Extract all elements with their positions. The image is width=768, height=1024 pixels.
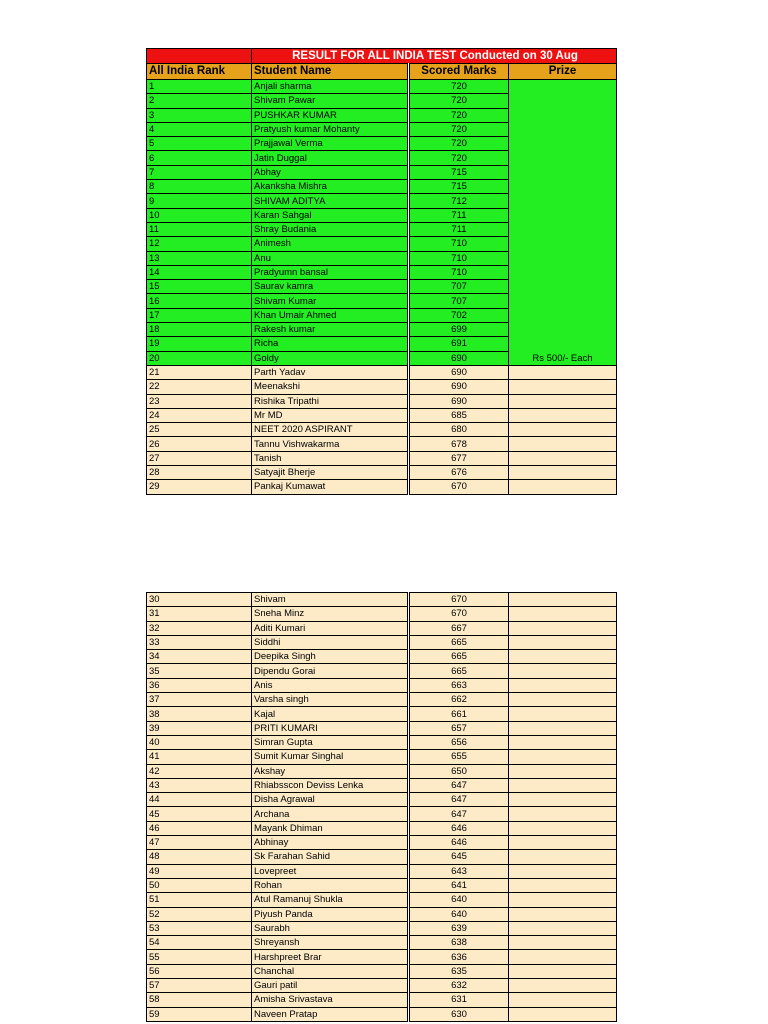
table-row (147, 750, 617, 764)
prize-empty-cell (509, 635, 617, 649)
marks-cell: 715 (409, 165, 509, 179)
table-row (147, 451, 617, 465)
rank-cell: 42 (147, 764, 252, 778)
table-row (147, 466, 617, 480)
table-row (147, 480, 617, 494)
marks-cell: 647 (409, 793, 509, 807)
name-cell: Akshay (252, 764, 409, 778)
name-cell: Kajal (252, 707, 409, 721)
marks-cell: 661 (409, 707, 509, 721)
rank-cell: 28 (147, 466, 252, 480)
name-cell: Sumit Kumar Singhal (252, 750, 409, 764)
table-row (147, 707, 617, 721)
prize-empty-cell (509, 721, 617, 735)
rank-cell: 43 (147, 778, 252, 792)
prize-empty-cell (509, 480, 617, 494)
rank-cell: 24 (147, 408, 252, 422)
marks-cell: 690 (409, 394, 509, 408)
rank-cell: 54 (147, 936, 252, 950)
rank-cell: 21 (147, 365, 252, 379)
prize-empty-cell (509, 864, 617, 878)
marks-cell: 715 (409, 180, 509, 194)
rank-cell: 10 (147, 208, 252, 222)
name-cell: Rohan (252, 878, 409, 892)
table-row (147, 993, 617, 1007)
table-row (147, 607, 617, 621)
name-cell: Archana (252, 807, 409, 821)
name-cell: Goldy (252, 351, 409, 365)
name-cell: Shivam Kumar (252, 294, 409, 308)
name-cell: Shreyansh (252, 936, 409, 950)
prize-empty-cell (509, 707, 617, 721)
table-row (147, 793, 617, 807)
name-cell: Aditi Kumari (252, 621, 409, 635)
rank-cell: 37 (147, 693, 252, 707)
name-cell: Saurabh (252, 921, 409, 935)
prize-empty-cell (509, 593, 617, 607)
table-row (147, 907, 617, 921)
rank-cell: 59 (147, 1007, 252, 1021)
rank-cell: 50 (147, 878, 252, 892)
rank-cell: 41 (147, 750, 252, 764)
name-cell: Chanchal (252, 964, 409, 978)
name-cell: Shray Budania (252, 222, 409, 236)
marks-cell: 702 (409, 308, 509, 322)
table-row (147, 693, 617, 707)
sheet-title: RESULT FOR ALL INDIA TEST Conducted on 30 Aug (252, 49, 617, 64)
name-cell: Shivam Pawar (252, 94, 409, 108)
marks-cell: 720 (409, 80, 509, 94)
marks-cell: 662 (409, 693, 509, 707)
table-row (147, 365, 617, 379)
name-cell: Rishika Tripathi (252, 394, 409, 408)
marks-cell: 690 (409, 380, 509, 394)
prize-empty-cell (509, 621, 617, 635)
marks-cell: 710 (409, 251, 509, 265)
table-row (147, 979, 617, 993)
rank-cell: 6 (147, 151, 252, 165)
name-cell: Rhiabsscon Deviss Lenka (252, 778, 409, 792)
name-cell: NEET 2020 ASPIRANT (252, 423, 409, 437)
prize-empty-cell (509, 380, 617, 394)
rank-cell: 31 (147, 607, 252, 621)
prize-empty-cell (509, 993, 617, 1007)
name-cell: Animesh (252, 237, 409, 251)
marks-cell: 720 (409, 108, 509, 122)
table-row (147, 437, 617, 451)
marks-cell: 712 (409, 194, 509, 208)
prize-empty-cell (509, 750, 617, 764)
rank-cell: 30 (147, 593, 252, 607)
marks-cell: 641 (409, 878, 509, 892)
name-cell: Mr MD (252, 408, 409, 422)
prize-empty-cell (509, 921, 617, 935)
marks-cell: 670 (409, 593, 509, 607)
prize-empty-cell (509, 964, 617, 978)
rank-cell: 12 (147, 237, 252, 251)
rank-cell: 49 (147, 864, 252, 878)
prize-empty-cell (509, 936, 617, 950)
prize-empty-cell (509, 836, 617, 850)
prize-empty-cell (509, 607, 617, 621)
rank-cell: 2 (147, 94, 252, 108)
table-row (147, 1007, 617, 1021)
name-cell: Dipendu Gorai (252, 664, 409, 678)
rank-cell: 20 (147, 351, 252, 365)
marks-cell: 710 (409, 265, 509, 279)
header-name: Student Name (252, 64, 409, 80)
prize-empty-cell (509, 466, 617, 480)
marks-cell: 710 (409, 237, 509, 251)
marks-cell: 707 (409, 294, 509, 308)
prize-empty-cell (509, 423, 617, 437)
rank-cell: 18 (147, 323, 252, 337)
prize-empty-cell (509, 394, 617, 408)
rank-cell: 57 (147, 979, 252, 993)
table-row (147, 664, 617, 678)
name-cell: Prajjawal Verma (252, 137, 409, 151)
table-row (147, 394, 617, 408)
rank-cell: 34 (147, 650, 252, 664)
marks-cell: 699 (409, 323, 509, 337)
rank-cell: 29 (147, 480, 252, 494)
marks-cell: 678 (409, 437, 509, 451)
rank-cell: 11 (147, 222, 252, 236)
marks-cell: 640 (409, 907, 509, 921)
rank-cell: 4 (147, 122, 252, 136)
results-table-bottom (146, 592, 617, 1022)
name-cell: Pratyush kumar Mohanty (252, 122, 409, 136)
marks-cell: 646 (409, 836, 509, 850)
marks-cell: 711 (409, 208, 509, 222)
name-cell: Harshpreet Brar (252, 950, 409, 964)
marks-cell: 655 (409, 750, 509, 764)
rank-cell: 3 (147, 108, 252, 122)
table-row (147, 893, 617, 907)
name-cell: PUSHKAR KUMAR (252, 108, 409, 122)
prize-empty-cell (509, 451, 617, 465)
name-cell: Shivam (252, 593, 409, 607)
table-row (147, 593, 617, 607)
prize-empty-cell (509, 650, 617, 664)
name-cell: Pradyumn bansal (252, 265, 409, 279)
prize-empty-cell (509, 850, 617, 864)
rank-cell: 56 (147, 964, 252, 978)
marks-cell: 632 (409, 979, 509, 993)
rank-cell: 40 (147, 735, 252, 749)
rank-cell: 33 (147, 635, 252, 649)
marks-cell: 639 (409, 921, 509, 935)
table-row (147, 380, 617, 394)
name-cell: Rakesh kumar (252, 323, 409, 337)
rank-cell: 27 (147, 451, 252, 465)
rank-cell: 46 (147, 821, 252, 835)
marks-cell: 635 (409, 964, 509, 978)
marks-cell: 720 (409, 151, 509, 165)
rank-cell: 47 (147, 836, 252, 850)
marks-cell: 707 (409, 280, 509, 294)
name-cell: Lovepreet (252, 864, 409, 878)
table-row (147, 764, 617, 778)
prize-empty-cell (509, 365, 617, 379)
name-cell: Meenakshi (252, 380, 409, 394)
header-row (147, 64, 617, 80)
prize-empty-cell (509, 878, 617, 892)
marks-cell: 685 (409, 408, 509, 422)
table-row (147, 735, 617, 749)
rank-cell: 16 (147, 294, 252, 308)
rank-cell: 44 (147, 793, 252, 807)
results-table-top (146, 48, 617, 495)
prize-empty-cell (509, 693, 617, 707)
marks-cell: 630 (409, 1007, 509, 1021)
name-cell: Naveen Pratap (252, 1007, 409, 1021)
marks-cell: 645 (409, 850, 509, 864)
marks-cell: 638 (409, 936, 509, 950)
table-row (147, 621, 617, 635)
prize-empty-cell (509, 408, 617, 422)
table-row (147, 807, 617, 821)
name-cell: Siddhi (252, 635, 409, 649)
table-row (147, 836, 617, 850)
rank-cell: 19 (147, 337, 252, 351)
title-blank-cell (147, 49, 252, 64)
marks-cell: 667 (409, 621, 509, 635)
rank-cell: 35 (147, 664, 252, 678)
name-cell: Piyush Panda (252, 907, 409, 921)
rank-cell: 8 (147, 180, 252, 194)
marks-cell: 663 (409, 678, 509, 692)
prize-empty-cell (509, 793, 617, 807)
table-row (147, 423, 617, 437)
table-row (147, 878, 617, 892)
rank-cell: 5 (147, 137, 252, 151)
marks-cell: 656 (409, 735, 509, 749)
prize-cell: Rs 500/- Each (509, 80, 617, 366)
name-cell: Pankaj Kumawat (252, 480, 409, 494)
marks-cell: 670 (409, 480, 509, 494)
name-cell: Gauri patil (252, 979, 409, 993)
rank-cell: 15 (147, 280, 252, 294)
name-cell: Jatin Duggal (252, 151, 409, 165)
header-prize: Prize (509, 64, 617, 80)
name-cell: Richa (252, 337, 409, 351)
table-row (147, 936, 617, 950)
table-row (147, 635, 617, 649)
marks-cell: 676 (409, 466, 509, 480)
table-row (147, 821, 617, 835)
marks-cell: 650 (409, 764, 509, 778)
marks-cell: 647 (409, 778, 509, 792)
table-row (147, 721, 617, 735)
name-cell: Satyajit Bherje (252, 466, 409, 480)
rank-cell: 52 (147, 907, 252, 921)
name-cell: Sk Farahan Sahid (252, 850, 409, 864)
header-marks: Scored Marks (409, 64, 509, 80)
prize-empty-cell (509, 1007, 617, 1021)
prize-empty-cell (509, 821, 617, 835)
marks-cell: 665 (409, 650, 509, 664)
name-cell: Sneha Minz (252, 607, 409, 621)
marks-cell: 691 (409, 337, 509, 351)
table-row (147, 850, 617, 864)
rank-cell: 55 (147, 950, 252, 964)
marks-cell: 657 (409, 721, 509, 735)
name-cell: Parth Yadav (252, 365, 409, 379)
header-rank: All India Rank (147, 64, 252, 80)
name-cell: Abhinay (252, 836, 409, 850)
rank-cell: 58 (147, 993, 252, 1007)
prize-empty-cell (509, 907, 617, 921)
name-cell: Anjali sharma (252, 80, 409, 94)
table-row (147, 864, 617, 878)
name-cell: SHIVAM ADITYA (252, 194, 409, 208)
name-cell: Saurav kamra (252, 280, 409, 294)
rank-cell: 22 (147, 380, 252, 394)
table-row (147, 921, 617, 935)
marks-cell: 720 (409, 94, 509, 108)
name-cell: PRITI KUMARI (252, 721, 409, 735)
prize-empty-cell (509, 437, 617, 451)
marks-cell: 643 (409, 864, 509, 878)
rank-cell: 26 (147, 437, 252, 451)
marks-cell: 690 (409, 365, 509, 379)
marks-cell: 640 (409, 893, 509, 907)
marks-cell: 646 (409, 821, 509, 835)
rank-cell: 9 (147, 194, 252, 208)
table-row (147, 650, 617, 664)
rank-cell: 7 (147, 165, 252, 179)
rank-cell: 53 (147, 921, 252, 935)
name-cell: Deepika Singh (252, 650, 409, 664)
rank-cell: 13 (147, 251, 252, 265)
marks-cell: 670 (409, 607, 509, 621)
table-row (147, 678, 617, 692)
prize-empty-cell (509, 678, 617, 692)
title-row (147, 49, 617, 64)
rank-cell: 14 (147, 265, 252, 279)
table-row (147, 964, 617, 978)
rank-cell: 38 (147, 707, 252, 721)
name-cell: Khan Umair Ahmed (252, 308, 409, 322)
table-row (147, 408, 617, 422)
marks-cell: 680 (409, 423, 509, 437)
rank-cell: 48 (147, 850, 252, 864)
marks-cell: 631 (409, 993, 509, 1007)
name-cell: Tannu Vishwakarma (252, 437, 409, 451)
marks-cell: 636 (409, 950, 509, 964)
prize-empty-cell (509, 950, 617, 964)
name-cell: Anis (252, 678, 409, 692)
marks-cell: 665 (409, 664, 509, 678)
rank-cell: 17 (147, 308, 252, 322)
marks-cell: 720 (409, 122, 509, 136)
table-row (147, 778, 617, 792)
prize-empty-cell (509, 979, 617, 993)
rank-cell: 32 (147, 621, 252, 635)
name-cell: Amisha Srivastava (252, 993, 409, 1007)
prize-empty-cell (509, 735, 617, 749)
rank-cell: 25 (147, 423, 252, 437)
name-cell: Simran Gupta (252, 735, 409, 749)
name-cell: Karan Sahgal (252, 208, 409, 222)
marks-cell: 711 (409, 222, 509, 236)
table-row (147, 950, 617, 964)
rank-cell: 51 (147, 893, 252, 907)
rank-cell: 45 (147, 807, 252, 821)
rank-cell: 23 (147, 394, 252, 408)
table-row (147, 80, 617, 94)
name-cell: Disha Agrawal (252, 793, 409, 807)
prize-empty-cell (509, 764, 617, 778)
prize-empty-cell (509, 893, 617, 907)
marks-cell: 690 (409, 351, 509, 365)
marks-cell: 677 (409, 451, 509, 465)
marks-cell: 665 (409, 635, 509, 649)
marks-cell: 720 (409, 137, 509, 151)
name-cell: Anu (252, 251, 409, 265)
prize-empty-cell (509, 807, 617, 821)
rank-cell: 39 (147, 721, 252, 735)
name-cell: Mayank Dhiman (252, 821, 409, 835)
name-cell: Atul Ramanuj Shukla (252, 893, 409, 907)
rank-cell: 36 (147, 678, 252, 692)
name-cell: Akanksha Mishra (252, 180, 409, 194)
prize-empty-cell (509, 664, 617, 678)
rank-cell: 1 (147, 80, 252, 94)
name-cell: Varsha singh (252, 693, 409, 707)
name-cell: Tanish (252, 451, 409, 465)
marks-cell: 647 (409, 807, 509, 821)
prize-empty-cell (509, 778, 617, 792)
name-cell: Abhay (252, 165, 409, 179)
